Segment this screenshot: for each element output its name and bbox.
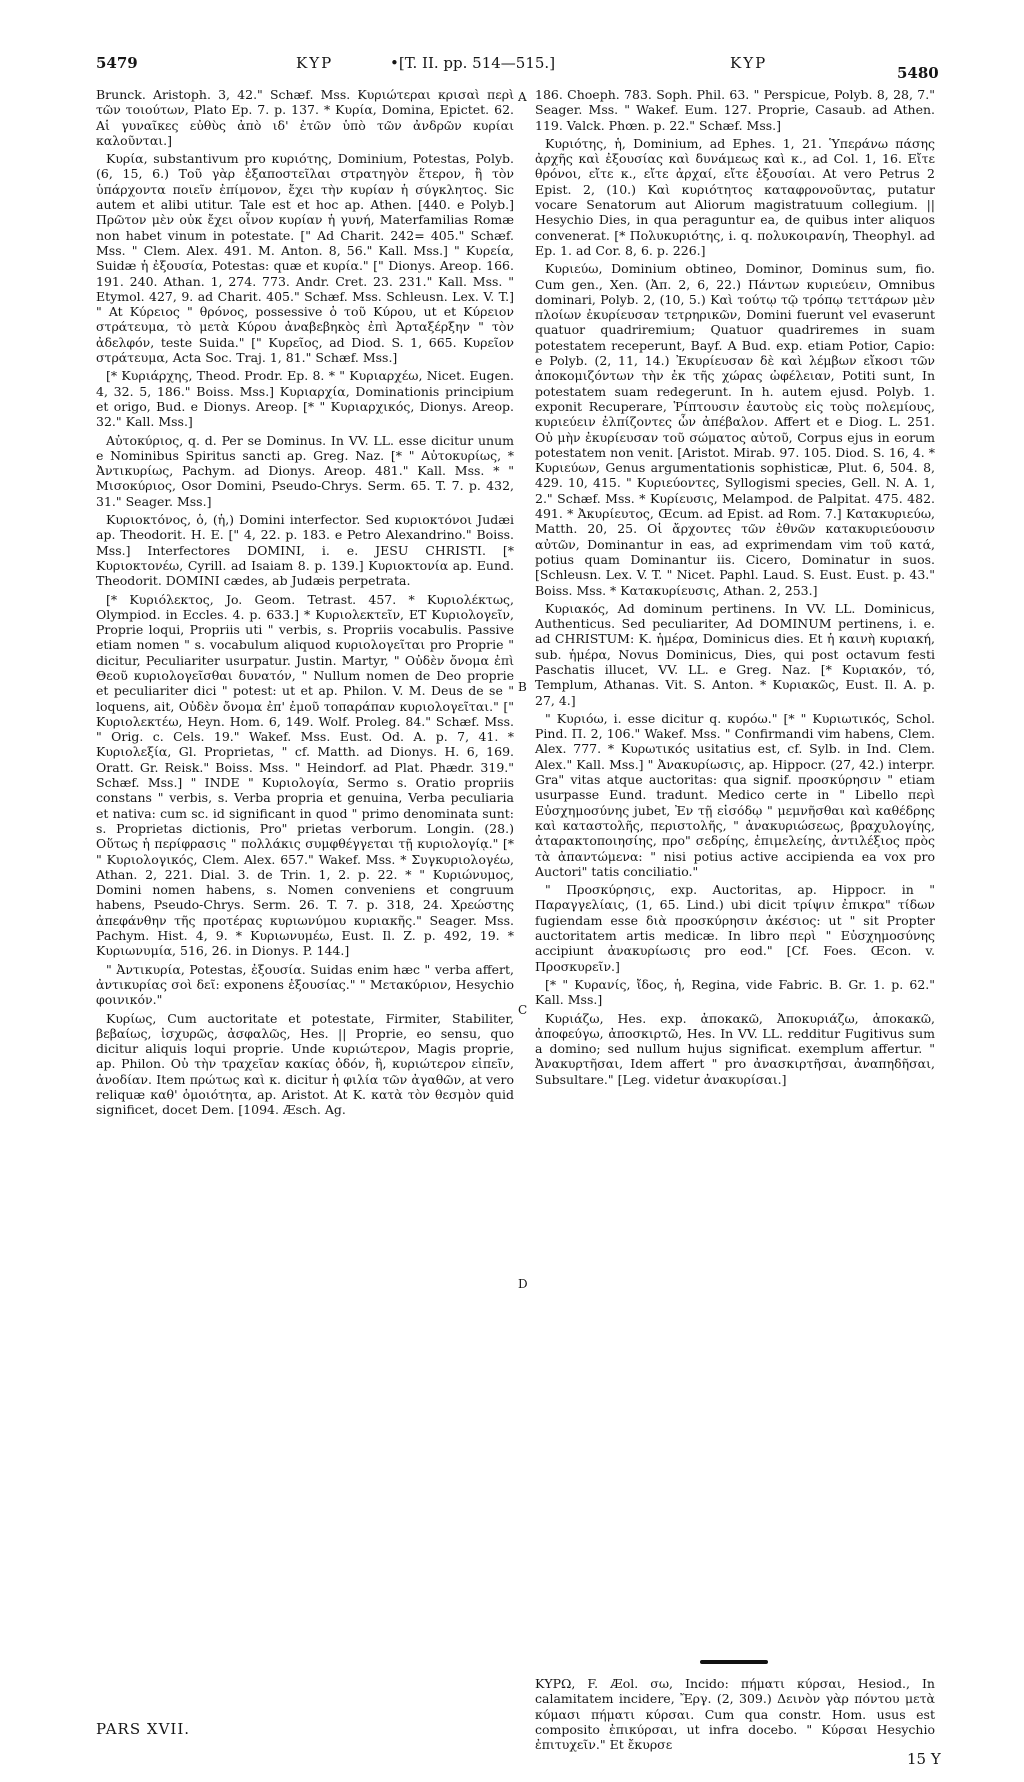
new-headword-entry: ΚΥΡΩ, F. Æol. σω, Incido: πήματι κύρσαι, Hesiod., In calamitatem incidere, Ἔργ. (2, 309.) Δεινὸν γὰρ πόντου μετὰ κύμασι πήματι κύρσαι. Cum qua constr. Hom. usus est composito ἐπικύρσαι, ut infra docebo. " Κύρσαι Hesychio ἐπιτυχεῖν." Et ἔκυρσε <box>535 1676 935 1753</box>
entry-paragraph: 186. Choeph. 783. Soph. Phil. 63. " Perspicue, Polyb. 8, 28, 7." Seager. Mss. " Wakef. Eum. 127. Proprie, Casaub. ad Athen. 119. Valck. Phœn. p. 22." Schæf. Mss.] <box>535 87 935 133</box>
entry-paragraph: Κυριοκτόνος, ὁ, (ἡ,) Domini interfector. Sed κυριοκτόνοι Judæi ap. Theodorit. H. E. [" 4, 22. p. 183. e Petro Alexandrino." Boiss. Mss.] Interfectores DOMINI, i. e. JESU CHRISTI. [* Κυριοκτονέω, Cyrill. ad Isaiam 8. p. 139.] Κυριοκτονία ap. Eund. Theodorit. DOMINI cædes, ab Judæis perpetrata. <box>96 512 514 589</box>
running-header <box>0 50 1024 90</box>
entry-paragraph: Κυρία, substantivum pro κυριότης, Dominium, Potestas, Polyb. (6, 15, 6.) Τοῦ γὰρ ἐξαποστεῖλαι στρατηγὸν ἕτερον, ἢ τὸν ὑπάρχοντα ποιεῖν ἐπίμονον, ἔχει τὴν κυρίαν ἡ σύγκλητος. Sic autem et alibi utitur. Tale est et hoc ap. Athen. [440. e Polyb.] Πρῶτον μὲν οὐκ ἔχει οἶνον κυρίαν ἡ γυνή, Materfamilias Romæ non habet vinum in potestate. [" Ad Charit. 242= 405." Schæf. Mss. " Clem. Alex. 491. M. Anton. 8, 56." Kall. Mss.] " Κυρεία, Suidæ ἡ ἐξουσία, Potestas: quæ et κυρία." [" Dionys. Areop. 166. 191. 240. Athan. 1, 274. 773. Andr. Cret. 23. 231." Kall. Mss. " Etymol. 427, 9. ad Charit. 405." Schæf. Mss. Schleusn. Lex. V. T.] " At Κύρειος " θρόνος, possessive ὁ τοῦ Κύρου, ut et Κύρειον στράτευμα, τὸ μετὰ Κύρου ἀναβεβηκὸς ἐπὶ Ἀρταξέρξην " τὸν ἀδελφόν, teste Suida." [" Κυρεῖος, ad Diod. S. 1, 665. Κυρεῖον στράτευμα, Acta Soc. Traj. 1, 81." Schæf. Mss.] <box>96 151 514 366</box>
entry-paragraph: [* Κυριόλεκτος, Jo. Geom. Tetrast. 457. * Κυριολέκτως, Olympiod. in Eccles. 4. p. 633.] * Κυριολεκτεῖν, ET Κυριολογεῖν, Proprie loqui, Propriis uti " verbis, s. Propriis vocabulis. Passive etiam nomen " s. vocabulum aliquod κυριολογεῖται pro Proprie " dicitur, Peculiariter usurpatur. Justin. Martyr, " Οὐδὲν ὄνομα ἐπὶ Θεοῦ κυριολογεῖσθαι δυνατόν, " Nullum nomen de Deo proprie et peculiariter dici " potest: ut et ap. Philon. V. M. Deus de se " loquens, ait, Οὐδὲν ὄνομα ἐπ' ἐμοῦ τοπαράπαν κυριολογεῖται." [" Κυριολεκτέω, Heyn. Hom. 6, 149. Wolf. Proleg. 84." Schæf. Mss. " Orig. c. Cels. 19." Wakef. Mss. Eust. Od. A. p. 7, 41. * Κυριολεξία, Gl. Proprietas, " cf. Matth. ad Dionys. H. 6, 169. Oratt. Gr. Reisk." Boiss. Mss. " Heindorf. ad Plat. Phædr. 319." Schæf. Mss.] " INDE " Κυριολογία, Sermo s. Oratio propriis constans " verbis, s. Verba propria et genuina, Verba peculiaria et nativa: cum sc. id significant in quod " primo denominata sunt: s. Proprietas dictionis, Pro" prietas verborum. Longin. (28.) Οὕτως ἡ περίφρασις " πολλάκις συμφθέγγεται τῇ κυριολογίᾳ." [* " Κυριολογικός, Clem. Alex. 657." Wakef. Mss. * Συγκυριολογέω, Athan. 2, 221. Dial. 3. de Trin. 1, 2. p. 22. * " Κυριώνυμος, Domini nomen habens, s. Nomen conveniens et congruum habens, Pseudo-Chrys. Serm. 26. T. 7. p. 318, 24. Χρεώστης ἀπεφάνθην τῆς προτέρας κυριωνύμου κυριακῆς." Seager. Mss. Pachym. Hist. 4, 9. * Κυριωνυμέω, Eust. Il. Z. p. 492, 19. * Κυριωνυμία, 516, 26. in Dionys. P. 144.] <box>96 591 514 959</box>
margin-letter-d: D <box>518 1277 528 1291</box>
margin-letter-a: A <box>518 90 527 104</box>
entry-paragraph: Brunck. Aristoph. 3, 42." Schæf. Mss. Κυριώτεραι κρισαὶ περὶ τῶν τοιούτων, Plato Ep. 7. p. 137. * Κυρία, Domina, Epictet. 62. Αἱ γυναῖκες εὐθὺς ἀπὸ ιδ' ἐτῶν ὑπὸ τῶν ἀνδρῶν κυρίαι καλοῦνται.] <box>96 87 514 148</box>
entry-paragraph: Κυρίως, Cum auctoritate et potestate, Firmiter, Stabiliter, βεβαίως, ἰσχυρῶς, ἀσφαλῶς, Hes. || Proprie, eo sensu, quo dicitur aliquis loqui proprie. Unde κυριώτερον, Magis proprie, ap. Philon. Οὐ τὴν τραχεῖαν κακίας ὁδόν, ἢ, κυριώτερον εἰπεῖν, ἀνοδίαν. Item πρώτως καὶ κ. dicitur ἡ φιλία τῶν ἀγαθῶν, at vero reliquæ καθ' ὁμοιότητα, ap. Aristot. At Κ. κατὰ τὸν θεσμὸν quid significet, docet Dem. [1094. Æsch. Ag. <box>96 1010 514 1118</box>
margin-letter-b: B <box>518 680 527 694</box>
entry-paragraph: Κυριακός, Ad dominum pertinens. In VV. LL. Dominicus, Authenticus. Sed peculiariter, Ad DOMINUM pertinens, i. e. ad CHRISTUM: K. ἡμέρα, Dominicus dies. Et ἡ καινὴ κυριακή, sub. ἡμέρα, Novus Dominicus, Dies, qui post octavum festi Paschatis illucet, VV. LL. e Greg. Naz. [* Κυριακόν, τό, Templum, Athanas. Vit. S. Anton. * Κυριακῶς, Eust. Il. A. p. 27, 4.] <box>535 600 935 708</box>
margin-letter-c: C <box>518 1003 528 1017</box>
section-divider <box>700 1660 768 1664</box>
right-column-number: 5480 <box>897 64 939 82</box>
entry-paragraph: [* " Κυρανίς, ἴδος, ἡ, Regina, vide Fabric. B. Gr. 1. p. 62." Kall. Mss.] <box>535 976 935 1008</box>
left-column-number: 5479 <box>96 54 138 72</box>
entry-paragraph: Κυριάζω, Hes. exp. ἀποκακῶ, Ἀποκυριάζω, ἀποκακῶ, ἀποφεύγω, ἀποσκιρτῶ, Hes. In VV. LL. redditur Fugitivus sum a domino; sed nullum hujus significat. exemplum affertur. " Ἀνακυρτῆσαι, Idem affert " pro ἀνασκιρτῆσαι, ἀναπηδῆσαι, Subsultare." [Leg. videtur ἀνακυρίσαι.] <box>535 1010 935 1087</box>
entry-paragraph: " Κυριόω, i. esse dicitur q. κυρόω." [* " Κυριωτικός, Schol. Pind. Π. 2, 106." Wakef. Mss. " Confirmandi vim habens, Clem. Alex. 777. * Κυρωτικός usitatius est, cf. Sylb. in Ind. Clem. Alex." Kall. Mss.] " Ἀνακυρίωσις, ap. Hippocr. (27, 42.) interpr. Gra" vitas atque auctoritas: qua signif. προσκύρησιν " etiam usurpasse Eund. tradunt. Medico certe in " Libello περὶ Εὐσχημοσύνης jubet, Ἐν τῇ εἰσόδῳ " μεμνῆσθαι καὶ καθέδρης καὶ καταστολῆς, περιστολῆς, " ἀνακυριώσεως, βραχυλογίης, ἀταρακτοποιησίης, προ" σεδρίης, ἐπιμελείης, ἀντιλέξιος πρὸς τὰ ἀπαντώμενα: " nisi potius active accipienda ea vox pro Auctori" tatis conciliatio." <box>535 710 935 879</box>
left-headword: ΚΥΡ <box>296 54 334 72</box>
sheet-signature: 15 Y <box>907 1750 941 1768</box>
left-column <box>96 87 514 1121</box>
right-headword: ΚΥΡ <box>730 54 768 72</box>
entry-paragraph: " Ἀντικυρία, Potestas, ἐξουσία. Suidas enim hæc " verba affert, ἀντικυρίας σοὶ δεῖ: exponens ἐξουσίας." " Μετακύριον, Hesychio φοινικόν." <box>96 961 514 1008</box>
part-sigil: PARS XVII. <box>96 1720 191 1738</box>
entry-paragraph: Κυριεύω, Dominium obtineo, Dominor, Dominus sum, fio. Cum gen., Xen. (Ἀπ. 2, 6, 22.) Πάντων κυριεύειν, Omnibus dominari, Polyb. 2, (10, 5.) Καὶ τούτῳ τῷ τρόπῳ τεττάρων μὲν πλοίων ἐκυρίευσαν τετρηρικῶν, Domini fuerunt vel evaserunt quatuor quadriremium; Quatuor quadriremes in suam potestatem receperunt, Bayf. A Bud. exp. etiam Potior, Capio: e Polyb. (2, 11, 14.) Ἐκυρίευσαν δὲ καὶ λέμβων εἴκοσι τῶν ἀποκομιζόντων τὴν ἐκ τῆς χώρας ὠφέλειαν, Potiti sunt, In potestatem suam redegerunt. In h. autem ejusd. Polyb. 1. exponit Recuperare, Ῥίπτουσιν ἑαυτοὺς εἰς τοὺς πολεμίους, κυριεύειν ἐλπίζοντες ὧν ἀπέβαλον. Affert et e Diog. L. 251. Οὐ μὴν ἐκυρίευσαν τοῦ σώματος αὐτοῦ, Corpus ejus in eorum potestatem non venit. [Aristot. Mirab. 97. 105. Diod. S. 16, 4. * Κυριεύων, Genus argumentationis sophisticæ, Plut. 6, 504. 8, 429. 10, 415. " Κυριεύοντες, Syllogismi species, Gell. N. A. 1, 2." Schæf. Mss. * Κυρίευσις, Melampod. de Palpitat. 475. 482. 491. * Ἀκυρίευτος, Œcum. ad Epist. ad Rom. 7.] Κατακυριεύω, Matth. 20, 25. Οἱ ἄρχοντες τῶν ἐθνῶν κατακυριεύουσιν αὐτῶν, Dominantur in eas, ad exprimendam vim τοῦ κατά, potius quam Dominantur iis. Cicero, Dominatur in suos. [Schleusn. Lex. V. T. " Nicet. Paphl. Laud. S. Eust. Eust. p. 43." Boiss. Mss. * Κατακυρίευσις, Athan. 2, 253.] <box>535 261 935 598</box>
right-column <box>535 87 935 1090</box>
entry-paragraph: [* Κυριάρχης, Theod. Prodr. Ep. 8. * " Κυριαρχέω, Nicet. Eugen. 4, 32. 5, 186." Boiss. Mss.] Κυριαρχία, Dominationis principium et origo, Bud. e Dionys. Areop. [* " Κυριαρχικός, Dionys. Areop. 32." Kall. Mss.] <box>96 368 514 430</box>
volume-page-reference: •[T. II. pp. 514—515.] <box>390 54 556 72</box>
entry-paragraph: " Προσκύρησις, exp. Auctoritas, ap. Hippocr. in " Παραγγελίαις, (1, 65. Lind.) ubi dicit τρίψιν ἐπικρα" τίδων fugiendam esse διὰ προσκύρησιν ἀκέσιος: ut " sit Propter auctoritatem artis medicæ. In libro περὶ " Εὐσχημοσύνης accipiunt ἀνακυρίωσις pro eod." [Cf. Foes. Œcon. v. Προσκυρεῖν.] <box>535 882 935 974</box>
entry-paragraph: Αὐτοκύριος, q. d. Per se Dominus. In VV. LL. esse dicitur unum e Nominibus Spiritus sancti ap. Greg. Naz. [* " Αὐτοκυρίως, * Ἀντικυρίως, Pachym. ad Dionys. Areop. 481." Kall. Mss. * " Μισοκύριος, Osor Domini, Pseudo-Chrys. Serm. 65. T. 7. p. 432, 31." Seager. Mss.] <box>96 432 514 509</box>
entry-paragraph: Κυριότης, ἡ, Dominium, ad Ephes. 1, 21. Ὑπεράνω πάσης ἀρχῆς καὶ ἐξουσίας καὶ δυνάμεως καὶ κ., ad Col. 1, 16. Εἴτε θρόνοι, εἴτε κ., εἴτε ἀρχαί, εἴτε ἐξουσίαι. At vero Petrus 2 Epist. 2, (10.) Καὶ κυριότητος καταφρονοῦντας, putatur vocare Senatorum aut Aliorum magistratuum collegium. || Hesychio Dies, in qua peraguntur ea, de quibus inter aliquos convenerat. [* Πολυκυριότης, i. q. πολυκοιρανίη, Theophyl. ad Ep. 1. ad Cor. 8, 6. p. 226.] <box>535 135 935 258</box>
